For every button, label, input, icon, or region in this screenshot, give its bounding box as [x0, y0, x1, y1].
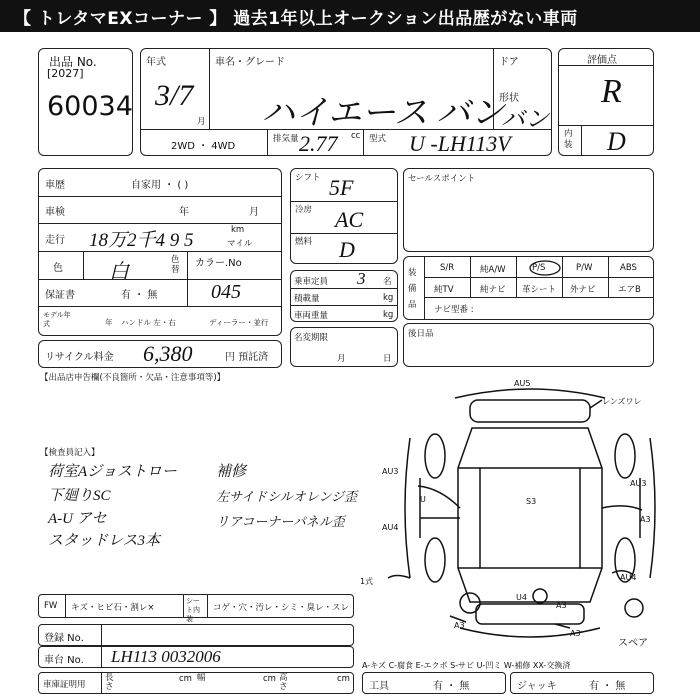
inspector-note-7: リアコーナーパネル歪	[216, 514, 345, 529]
lot-box	[38, 48, 133, 156]
cert-row	[38, 672, 354, 694]
name-change-day: 日	[383, 354, 392, 364]
fw-row	[38, 594, 354, 623]
vehicle-box	[140, 48, 552, 156]
inspector-note-2: 下廻りSC	[48, 488, 111, 504]
chassis-label: 車台 No.	[44, 655, 84, 666]
inspection-month: 月	[249, 207, 259, 218]
score-box	[558, 48, 654, 156]
registration-row	[38, 624, 354, 646]
recycle-value: 6,380	[143, 341, 193, 366]
shift-label: シフト	[295, 173, 321, 183]
cert-cm-1: cm	[179, 674, 192, 684]
history-options: 自家用 ・ ( )	[131, 180, 189, 191]
shape-value: バン	[501, 107, 549, 133]
name-change-box	[290, 327, 398, 367]
displacement-label: 排気量	[273, 134, 299, 144]
registration-label: 登録 No.	[44, 633, 84, 644]
name-change-label: 名変期限	[294, 333, 329, 343]
mark-a3-right: A3	[640, 515, 651, 524]
sales-point-box	[403, 168, 654, 252]
ac-value: AC	[335, 207, 364, 232]
model-year-handle: ハンドル 左・右	[121, 318, 176, 327]
spare-label: スペア	[618, 638, 648, 649]
delivery-box	[403, 323, 654, 367]
equip-airbag: エアB	[618, 285, 641, 295]
tools-label: 工具	[369, 681, 389, 692]
inspector-note-6: 左サイドシルオレンジ歪	[216, 489, 358, 504]
mileage-label: 走行	[45, 235, 65, 246]
equip-pw: P/W	[576, 263, 593, 273]
cert-cm-2: cm	[263, 674, 276, 684]
color-change-label: 色替	[171, 255, 180, 275]
door-label: ドア	[499, 57, 519, 68]
chassis-value: LH113 0032006	[111, 647, 221, 666]
mark-au4-left: AU4	[382, 523, 399, 532]
name-label: 車名・グレード	[215, 57, 285, 68]
warranty-label: 保証書	[45, 290, 75, 301]
equip-alloy: 純A/W	[480, 265, 506, 275]
inspector-label: 【検査員記入】	[40, 448, 100, 458]
lot-label: 出品 No.	[49, 55, 97, 69]
mark-u: U	[420, 495, 426, 504]
mark-u4: U4	[516, 593, 527, 602]
equipment-label: 装備品	[408, 268, 417, 310]
sales-point-label: セールスポイント	[408, 174, 476, 184]
inspector-note-4: スタッドレス3本	[48, 533, 161, 549]
mark-1set: 1式	[360, 577, 374, 586]
mark-lens-crack: レンズワレ	[602, 397, 642, 406]
model-label: 型式	[369, 134, 387, 144]
mark-a3-rear: A3	[556, 601, 567, 610]
mark-a3-rear-right: A3	[570, 629, 581, 638]
jack-label: ジャッキ	[517, 681, 557, 692]
year-value: 3/7	[155, 79, 194, 112]
seller-notes-label: 【出品店申告欄(不良箇所・欠品・注意事項等)】	[40, 373, 226, 383]
load-label: 積載量	[294, 294, 320, 304]
name-value: ハイエース バン	[261, 95, 505, 132]
lot-sub: [2027]	[47, 67, 84, 80]
model-value: U -LH113V	[409, 131, 511, 156]
equip-navi-model: ナビ型番 :	[434, 305, 474, 315]
year-month-suffix: 月	[197, 117, 206, 127]
inspector-note-1: 荷室Aジョストロー	[48, 464, 177, 480]
mileage-km: km	[231, 225, 245, 235]
model-year-dealer: ディーラー・並行	[209, 318, 269, 327]
vehicle-damage-diagram	[360, 378, 680, 649]
cert-height: 高さ	[279, 673, 288, 692]
drive-options: 2WD ・ 4WD	[171, 141, 236, 152]
equip-tv: 純TV	[434, 285, 454, 295]
mark-a3-rear-left: A3	[454, 621, 465, 630]
color-label: 色	[53, 263, 63, 274]
inspection-label: 車検	[45, 207, 65, 218]
name-change-month: 月	[337, 354, 346, 364]
equip-navi: 純ナビ	[480, 285, 506, 295]
color-no-label: カラー.No	[195, 258, 242, 269]
cert-cm-3: cm	[337, 674, 350, 684]
color-value: 白	[109, 261, 129, 283]
history-label: 車歴	[45, 180, 65, 191]
fuel-value: D	[339, 237, 355, 262]
equip-sr: S/R	[440, 263, 455, 273]
color-no-value: 045	[211, 281, 241, 303]
capacity-label: 乗車定員	[294, 277, 329, 287]
sheet-label: シート内装	[186, 597, 200, 623]
inspector-note-5: 補修	[216, 464, 247, 480]
equipment-box	[403, 256, 654, 320]
mark-au5: AU5	[514, 379, 531, 388]
ac-label: 冷房	[295, 205, 313, 215]
fw-items: キズ・ヒビ石・割レ×	[71, 603, 155, 613]
cc-unit: cc	[351, 131, 361, 141]
recycle-unit: 円 預託済	[225, 352, 269, 363]
inspection-year: 年	[179, 207, 189, 218]
recycle-box	[38, 340, 282, 368]
load-unit: kg	[383, 293, 394, 303]
score-label: 評価点	[587, 55, 617, 66]
equip-leather: 革シート	[522, 285, 557, 295]
year-label: 年式	[146, 57, 166, 68]
mark-au4-right: AU4	[620, 573, 637, 582]
mileage-value: 18万2千4 9 5	[89, 230, 194, 251]
model-year-year: 年	[105, 318, 113, 327]
inspector-note-3: A-U アセ	[48, 511, 107, 527]
mileage-mile: マイル	[227, 239, 253, 249]
score-value: R	[601, 73, 622, 110]
lot-number: 60034	[47, 91, 133, 122]
equip-ps: P/S	[532, 263, 546, 273]
jack-row	[510, 672, 654, 694]
sheet-items: コゲ・穴・汚レ・シミ・臭レ・スレ	[213, 603, 350, 613]
ps-circle-mark	[522, 259, 568, 277]
jack-options: 有 ・ 無	[589, 681, 626, 692]
warranty-options: 有 ・ 無	[121, 290, 158, 301]
cert-label: 車庫証明用	[43, 680, 86, 690]
weight-unit: kg	[383, 310, 394, 320]
mark-au3-left: AU3	[382, 467, 399, 476]
fuel-label: 燃料	[295, 237, 313, 247]
fw-label: FW	[44, 601, 58, 611]
cert-width: 幅	[197, 673, 206, 683]
shift-value: 5F	[329, 175, 354, 200]
capacity-box	[290, 270, 398, 322]
tools-row	[362, 672, 506, 694]
chassis-row	[38, 646, 354, 668]
damage-legend: A-キズ C-腐食 E-エクボ S-サビ U-凹ミ W-補修 XX-交換済	[362, 661, 571, 670]
model-year-label: モデル年式	[43, 311, 71, 328]
cert-length: 長さ	[105, 673, 114, 692]
weight-label: 車両重量	[294, 311, 329, 321]
equip-abs: ABS	[620, 263, 637, 273]
capacity-unit: 名	[383, 277, 392, 287]
page-header	[0, 0, 700, 32]
header-title: 【 トレタマEXコーナー 】 過去1年以上オークション出品歴がない車両	[14, 8, 578, 29]
details-box	[38, 168, 282, 336]
recycle-label: リサイクル料金	[45, 352, 114, 363]
delivery-label: 後日品	[408, 329, 434, 339]
mark-au3-right: AU3	[630, 479, 647, 488]
interior-label: 内装	[564, 129, 573, 150]
mark-s3: S3	[526, 497, 537, 506]
tools-options: 有 ・ 無	[433, 681, 470, 692]
shape-label: 形状	[499, 93, 519, 104]
displacement-value: 2.77	[299, 131, 338, 156]
interior-value: D	[607, 127, 626, 156]
equip-ext-navi: 外ナビ	[570, 285, 596, 295]
spec-box	[290, 168, 398, 264]
capacity-value: 3	[357, 269, 366, 288]
